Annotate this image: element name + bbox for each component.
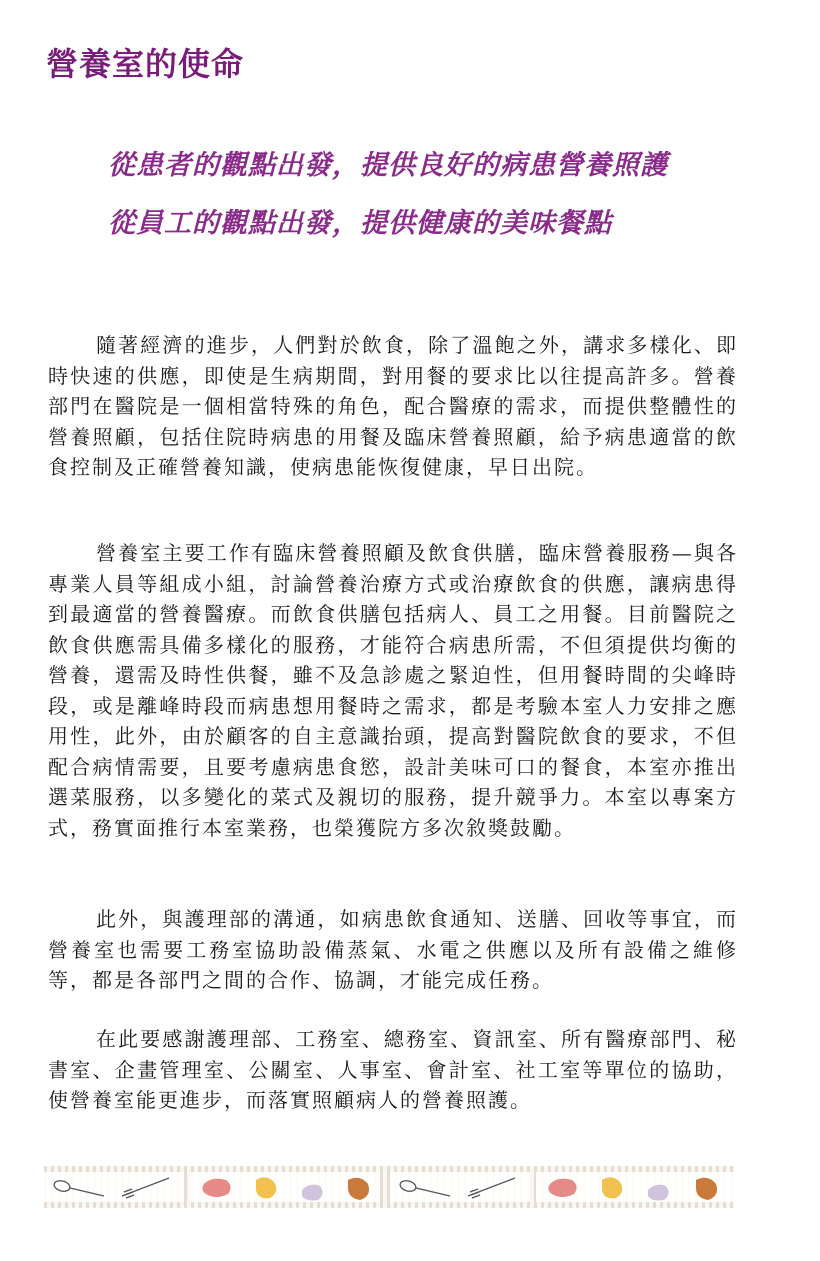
paragraph-thanks: 在此要感謝護理部、工務室、總務室、資訊室、所有醫療部門、秘書室、企畫管理室、公關室、人事室、會計室、社工室等單位的協助，使營養室能更進步，而落實照顧病人的營養照護。 xyxy=(48,1027,738,1112)
mission-statement-staff: 從員工的觀點出發，提供健康的美味餐點 xyxy=(108,208,612,239)
paragraph-cooperation: 此外，與護理部的溝通，如病患飲食通知、送膳、回收等事宜，而營養室也需要工務室協助設備蒸氣、水電之供應以及所有設備之維修等，都是各部門之間的合作、協調，才能完成任務。 xyxy=(48,907,738,992)
paragraph-intro: 隨著經濟的進步，人們對於飲食，除了溫飽之外，講求多樣化、即時快速的供應，即使是生病期間，對用餐的要求比以往提高許多。營養部門在醫院是一個相當特殊的角色，配合醫療的需求，而提供整體性的營養照顧，包括住院時病患的用餐及臨床營養照顧，給予病患適當的飲食控制及正確營養知識，使病患能恢復健康，早日出院。 xyxy=(48,333,738,479)
decorative-footer-banner xyxy=(44,1166,734,1208)
footer-decoration xyxy=(44,1166,734,1208)
page-title: 營養室的使命 xyxy=(46,45,245,83)
mission-statement-patient: 從患者的觀點出發，提供良好的病患營養照護 xyxy=(108,150,668,181)
paragraph-main-work: 營養室主要工作有臨床營養照顧及飲食供膳，臨床營養服務—與各專業人員等組成小組，討論營養治療方式或治療飲食的供應，讓病患得到最適當的營養醫療。而飲食供膳包括病人、員工之用餐。目前醫院之飲食供應需具備多樣化的服務，才能符合病患所需，不但須提供均衡的營養，還需及時性供餐，雖不及急診處之緊迫性，但用餐時間的尖峰時段，或是離峰時段而病患想用餐時之需求，都是考驗本室人力安排之應用性，此外，由於顧客的自主意識抬頭，提高對醫院飲食的要求，不但配合病情需要，且要考慮病患食慾，設計美味可口的餐食，本室亦推出選菜服務，以多變化的菜式及親切的服務，提升競爭力。本室以專案方式，務實面推行本室業務，也榮獲院方多次敘獎鼓勵。 xyxy=(48,541,738,840)
